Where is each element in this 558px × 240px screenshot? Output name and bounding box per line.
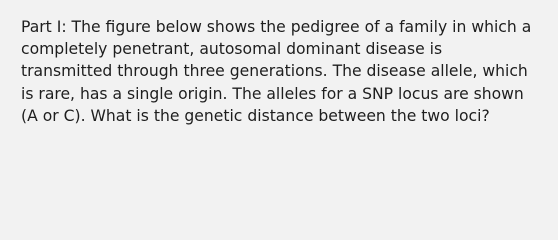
- question-line-5: (A or C). What is the genetic distance between the two loci?: [21, 106, 490, 125]
- question-line-3: transmitted through three generations. The disease allele, which: [21, 62, 528, 81]
- question-line-1: Part I: The figure below shows the pedigree of a family in which a: [21, 18, 532, 36]
- question-text: [21, 16, 551, 127]
- question-line-4: is rare, has a single origin. The alleles for a SNP locus are shown: [21, 84, 524, 103]
- question-block: [21, 16, 551, 127]
- question-line-2: completely penetrant, autosomal dominant disease is: [21, 40, 443, 59]
